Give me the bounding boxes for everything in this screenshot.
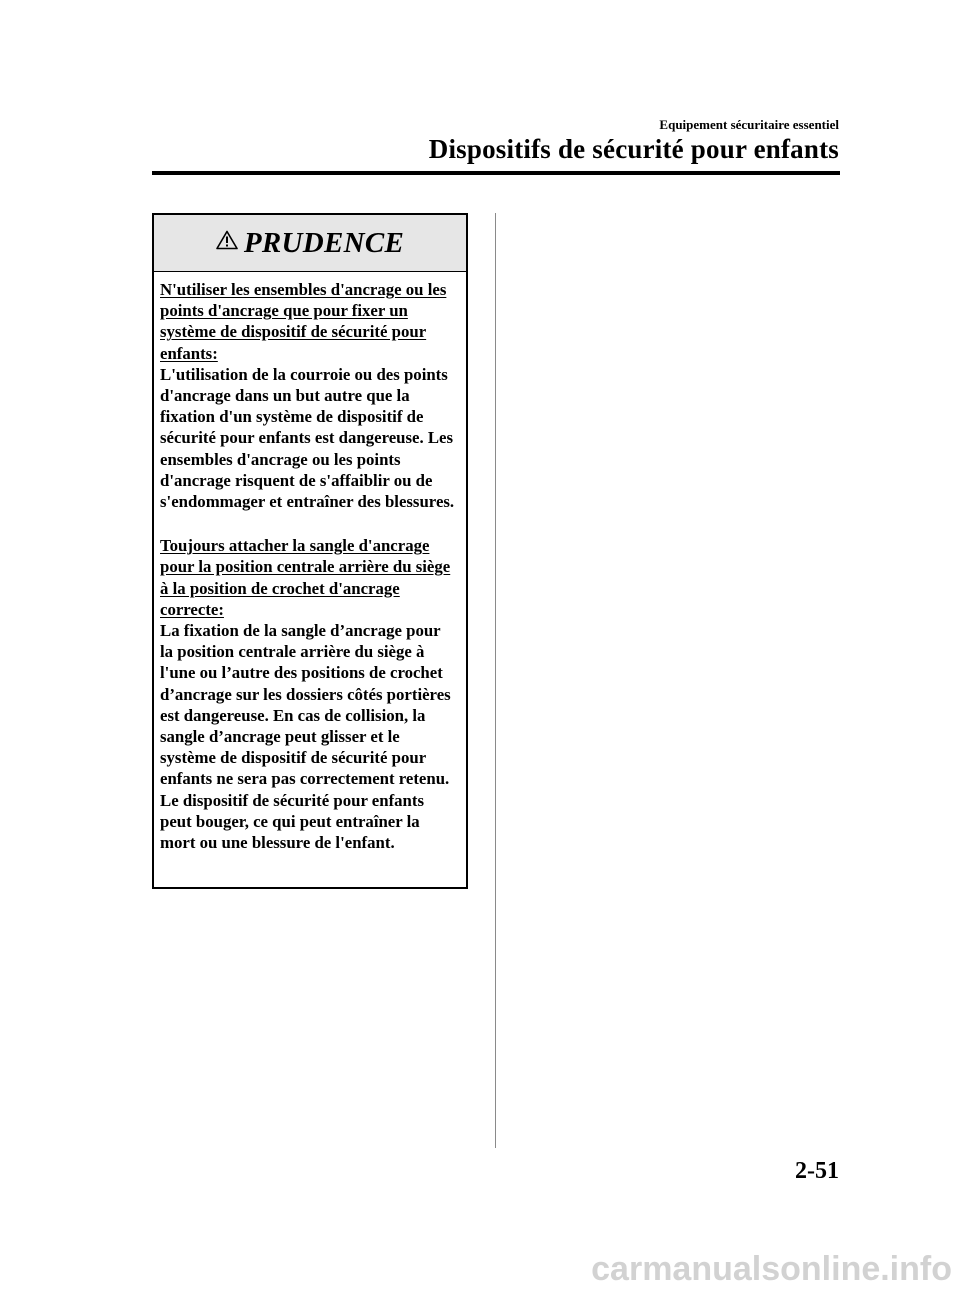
section-label: Equipement sécuritaire essentiel (659, 117, 839, 132)
column-divider (495, 213, 496, 1148)
caution-text-2: La fixation de la sangle d’ancrage pour la position centrale arrière du siège à l'une ou l’autre des positions de crochet d’ancrage sur les dossiers côtés portières est dangereuse. En cas de collision, la sangle d’ancrage peut glisser et le système de dispositif de sécurité pour enfants ne sera pas correctement retenu. Le dispositif de sécurité pour enfants peut bouger, ce qui peut entraîner la mort ou une blessure de l'enfant. (160, 621, 451, 853)
warning-triangle-icon (216, 230, 238, 250)
caution-title: PRUDENCE (243, 226, 405, 259)
caution-text-1: L'utilisation de la courroie ou des points d'ancrage dans un but autre que la fixation d'un système de dispositif de sécurité pour enfants est dangereuse. Les ensembles d'ancrage ou les points d'ancrage risquent de s'affaiblir ou de s'endommager et entraîner des blessures. (160, 364, 455, 512)
caution-box (152, 213, 468, 889)
header-divider (152, 171, 840, 175)
caution-heading-1: N'utiliser les ensembles d'ancrage ou les points d'ancrage que pour fixer un système de dispositif de sécurité pour enfants: (160, 280, 447, 363)
caution-header (154, 215, 466, 272)
page-title: Dispositifs de sécurité pour enfants (428, 134, 839, 164)
caution-body (154, 272, 466, 853)
caution-heading-2: Toujours attacher la sangle d'ancrage pour la position centrale arrière du siège à la position de crochet d'ancrage correcte: (160, 536, 451, 619)
page-number: 2-51 (795, 1158, 839, 1184)
watermark-text: carmanualsonline.info (591, 1250, 952, 1288)
